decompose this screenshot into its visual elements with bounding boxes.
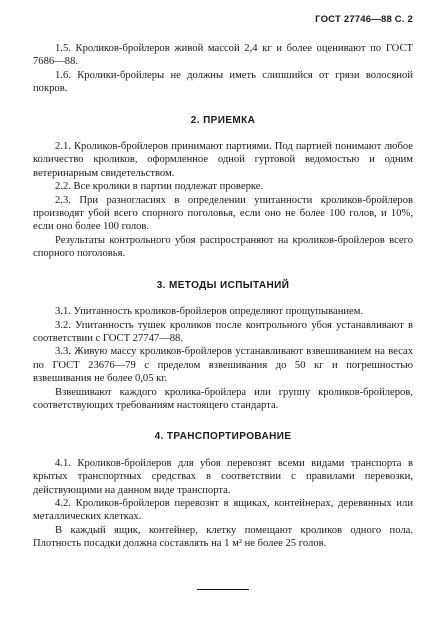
paragraph-2-1: 2.1. Кроликов-бройлеров принимают партиями. Под партией понимают любое количество кроликов, оформленное одной гуртовой ведомостью и одним ветеринарным свидетельством. — [33, 141, 413, 179]
paragraph-3-1: 3.1. Упитанность кроликов-бройлеров определяют прощупыванием. — [55, 306, 364, 318]
paragraph-2-2: 2.2. Все кролики в партии подлежат проверке. — [55, 181, 264, 193]
paragraph-3-2: 3.2. Упитанность тушек кроликов после контрольного убоя устанавливают в соответствии с ГОСТ 27747—88. — [33, 319, 413, 344]
section-title-transportation: 4. ТРАНСПОРТИРОВАНИЕ — [154, 431, 292, 443]
paragraph-2-3-results: Результаты контрольного убоя распространяют на кроликов-бройлеров всего спорного поголовья. — [33, 234, 413, 260]
section-title-test-methods: 3. МЕТОДЫ ИСПЫТАНИЙ — [156, 279, 290, 291]
paragraph-3-3: 3.3. Живую массу кроликов-бройлеров устанавливают взвешиванием на весах по ГОСТ 23676—79 с пределом взвешивания до 50 кг и погрешностью взвешивания не более 0,05 кг. — [33, 346, 413, 385]
document-body — [33, 42, 413, 590]
section-title-acceptance: 2. ПРИЕМКА — [190, 114, 256, 126]
paragraph-1-5: 1.5. Кроликов-бройлеров живой массой 2,4 кг и более оценивают по ГОСТ 7686—88. — [33, 43, 413, 68]
end-divider — [197, 589, 249, 590]
paragraph-4-2-density: В каждый ящик, контейнер, клетку помещают кроликов одного пола. Плотность посадки должна составлять на 1 м² не более 25 голов. — [33, 524, 413, 550]
paragraph-3-3-weighing: Взвешивают каждого кролика-бройлера или группу кроликов-бройлеров, соответствующих требованиям настоящего стандарта. — [33, 386, 413, 411]
paragraph-2-3: 2.3. При разногласиях в определении упитанности кроликов-бройлеров производят убой всего спорного поголовья, если оно не более 100 голов, и 10%, если оно более 100 голов. — [33, 194, 413, 233]
paragraph-4-2: 4.2. Кроликов-бройлеров перевозят в ящиках, контейнерах, деревянных или металлических клетках. — [33, 497, 413, 523]
paragraph-1-6: 1.6. Кролики-бройлеры не должны иметь слипшийся от грязи волосяной покров. — [33, 69, 413, 95]
page-header: ГОСТ 27746—88 С. 2 — [315, 14, 413, 25]
paragraph-4-1: 4.1. Кроликов-бройлеров для убоя перевозят всеми видами транспорта в крытых транспортных средствах в соответствии с правилами перевозки, действующими на данном виде транспорта. — [33, 457, 413, 496]
